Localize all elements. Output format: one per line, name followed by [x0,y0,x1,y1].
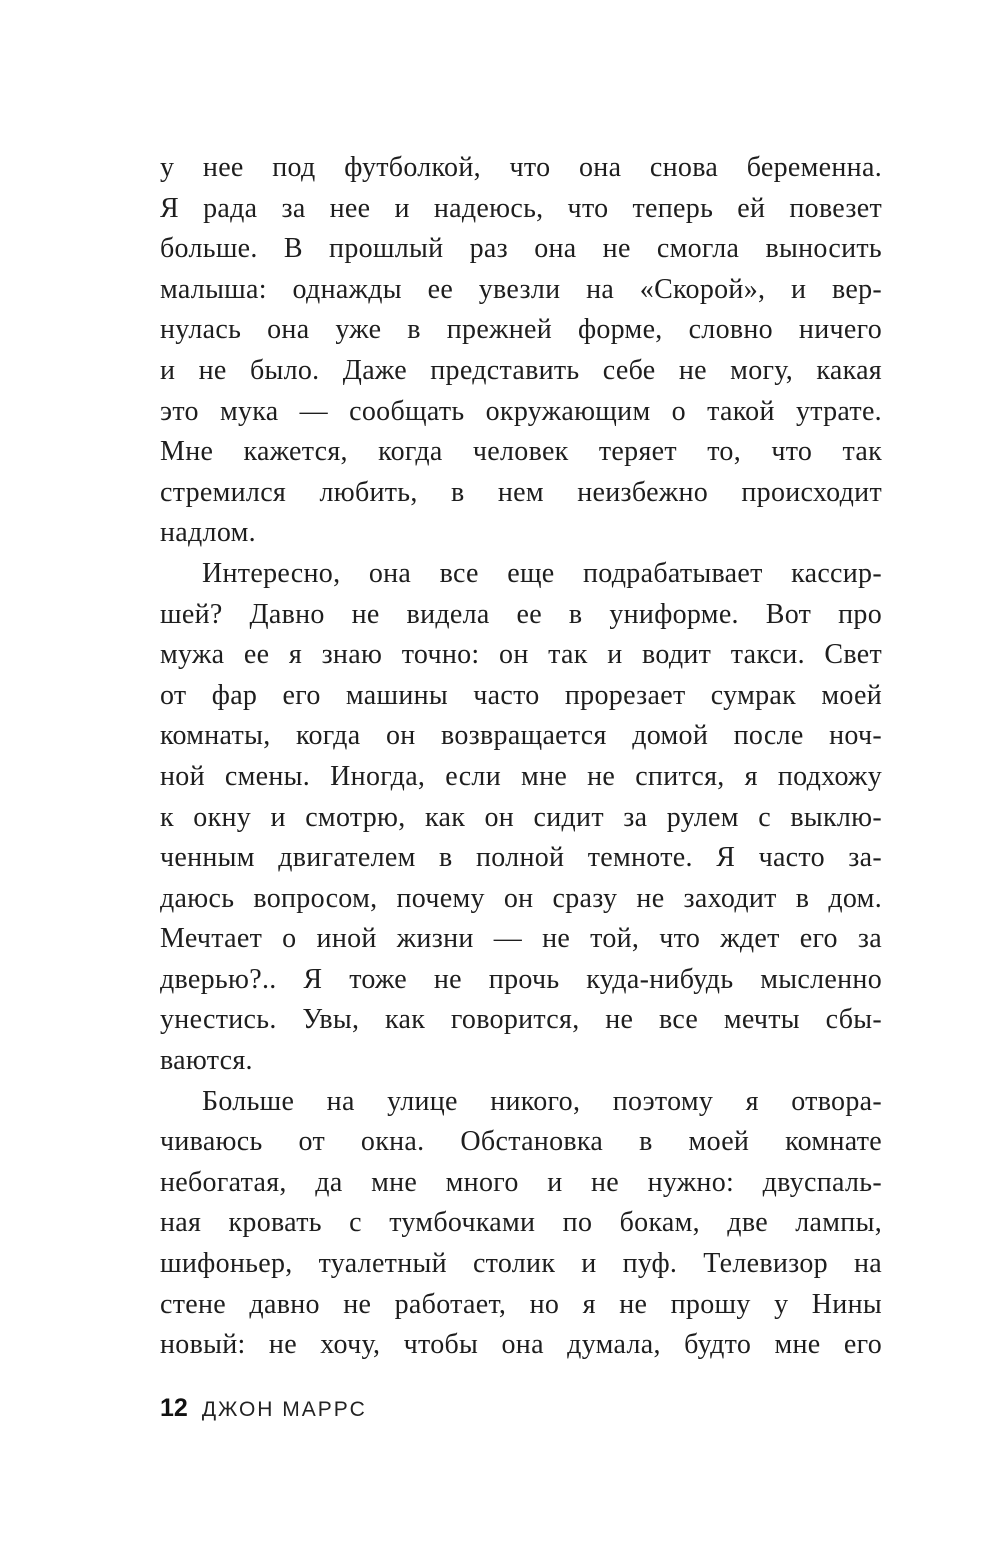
text-line: новый: не хочу, чтобы она думала, будто мне его [160,1329,882,1361]
text-line: ченным двигателем в полной темноте. Я часто за- [160,842,882,874]
paragraph [160,554,882,1082]
text-line: небогатая, да мне много и не нужно: двуспаль- [160,1166,882,1198]
text-line: дверью?.. Я тоже не прочь куда-нибудь мысленно [160,963,882,995]
text-line: стене давно не работает, но я не прошу у Нины [160,1288,882,1320]
text-line: даюсь вопросом, почему он сразу не заходит в дом. [160,882,882,914]
text-line: Больше на улице никого, поэтому я отвора- [202,1085,882,1117]
text-line: шифоньер, туалетный столик и пуф. Телевизор на [160,1248,882,1280]
page-number: 12 [160,1394,188,1422]
text-line: это мука — сообщать окружающим о такой утрате. [160,395,882,427]
text-line: ной смены. Иногда, если мне не спится, я подхожу [160,760,882,792]
text-line: нулась она уже в прежней форме, словно ничего [160,314,882,346]
text-line: Мне кажется, когда человек теряет то, что так [160,436,882,468]
text-line: к окну и смотрю, как он сидит за рулем с выклю- [160,801,882,833]
page-text [160,148,882,1366]
text-line: Я рада за нее и надеюсь, что теперь ей повезет [160,192,882,224]
text-line: больше. В прошлый раз она не смогла выносить [160,233,882,265]
paragraph [160,1082,882,1366]
text-line: и не было. Даже представить себе не могу, какая [160,354,882,386]
text-line: Интересно, она все еще подрабатывает кассир- [202,557,882,589]
text-line: Мечтает о иной жизни — не той, что ждет его за [160,923,882,955]
text-line: чиваюсь от окна. Обстановка в моей комнате [160,1126,882,1158]
text-line: ная кровать с тумбочками по бокам, две лампы, [160,1207,882,1239]
text-line: комнаты, когда он возвращается домой после ноч- [160,720,882,752]
text-line: шей? Давно не видела ее в униформе. Вот про [160,598,882,630]
page-footer [160,1394,367,1423]
text-line: унестись. Увы, как говорится, не все мечты сбы- [160,1004,882,1036]
text-line: ваются. [160,1045,253,1077]
paragraph [160,148,882,554]
text-line: мужа ее я знаю точно: он так и водит такси. Свет [160,639,882,671]
text-line: надлом. [160,517,256,549]
text-line: от фар его машины часто прорезает сумрак моей [160,679,882,711]
running-title: ДЖОН МАРРС [201,1398,367,1421]
text-line: малыша: однажды ее увезли на «Скорой», и вер- [160,273,882,305]
text-line: стремился любить, в нем неизбежно происходит [160,476,882,508]
text-line: у нее под футболкой, что она снова беременна. [160,152,882,183]
